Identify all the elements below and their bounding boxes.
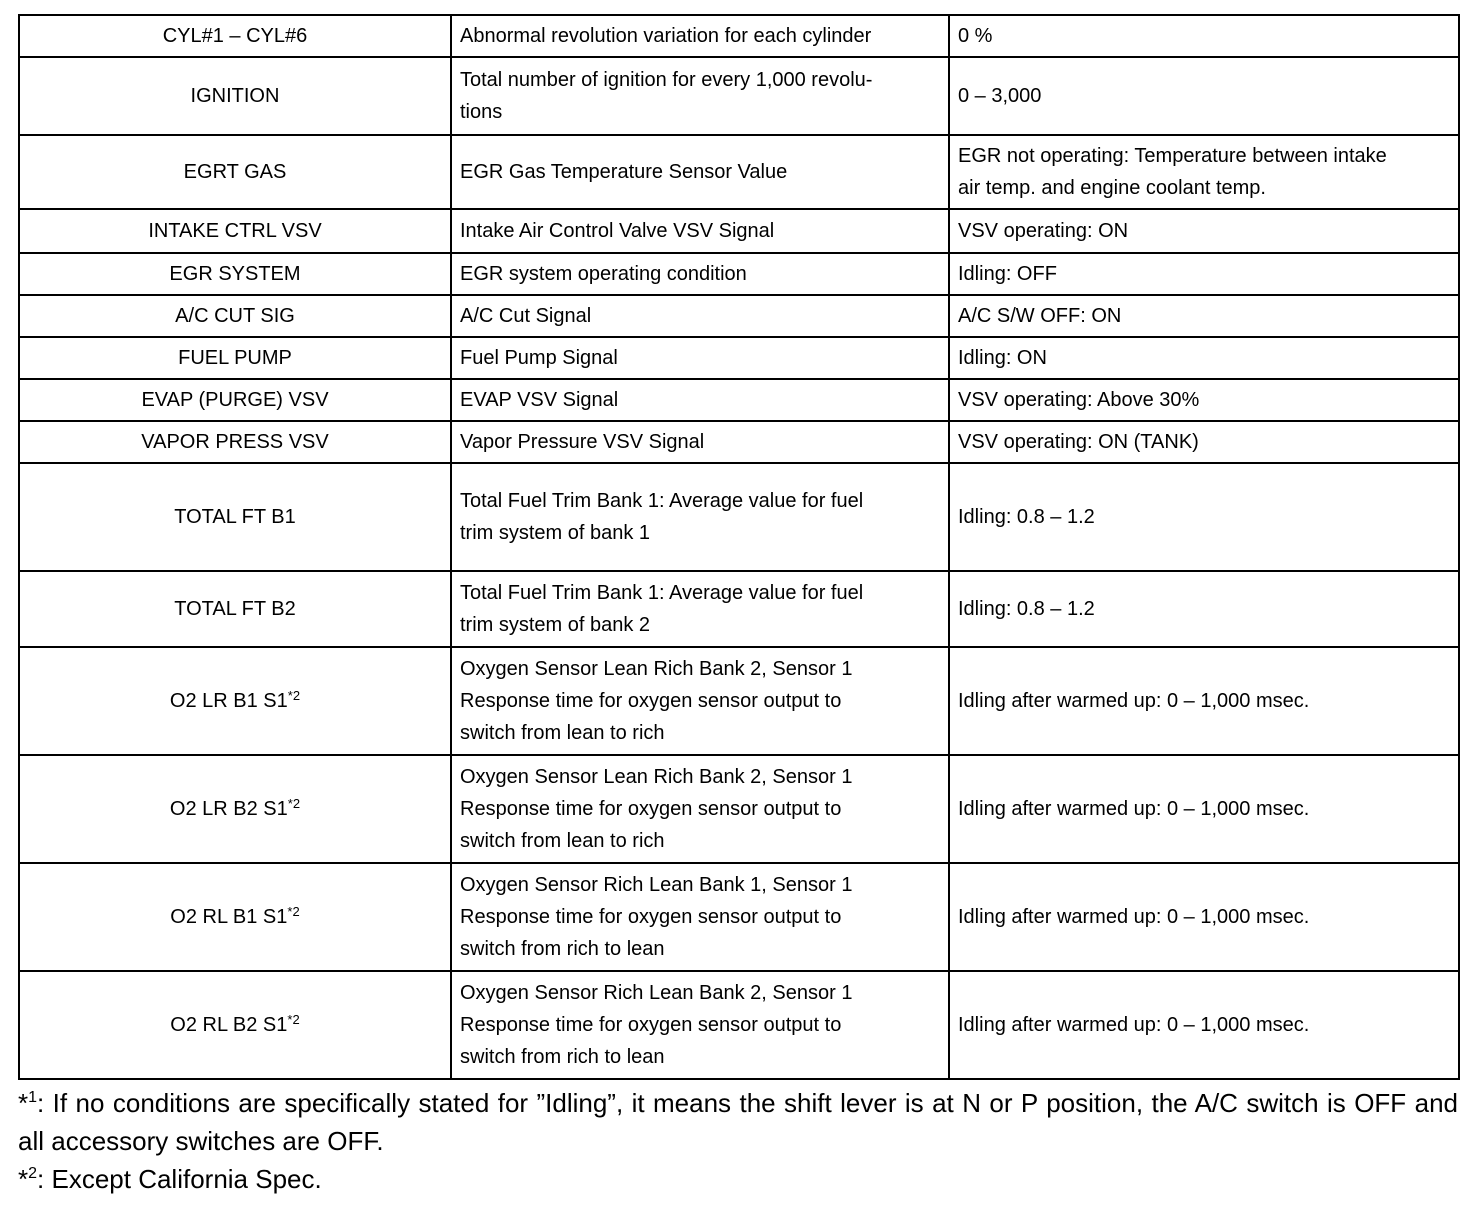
normal-condition-line: Idling after warmed up: 0 – 1,000 msec. (958, 690, 1310, 712)
contents-line: EGR Gas Temperature Sensor Value (460, 161, 788, 183)
contents-line: tions (460, 101, 503, 123)
contents-line: Oxygen Sensor Lean Rich Bank 2, Sensor 1 (460, 766, 853, 788)
normal-condition-cell (949, 15, 1459, 57)
item-cell (19, 379, 451, 421)
item-cell (19, 971, 451, 1079)
table-row (19, 337, 1459, 379)
footnote-marker: *2 (287, 904, 300, 919)
item-label: FUEL PUMP (178, 347, 292, 369)
contents-cell (451, 463, 949, 571)
normal-condition-line: 0 – 3,000 (958, 85, 1042, 107)
item-cell (19, 135, 451, 209)
contents-line: trim system of bank 1 (460, 522, 651, 544)
normal-condition-line: Idling after warmed up: 0 – 1,000 msec. (958, 1014, 1310, 1036)
item-label: IGNITION (190, 85, 280, 107)
table-row (19, 647, 1459, 755)
contents-line: Vapor Pressure VSV Signal (460, 431, 705, 453)
item-label: O2 LR B2 S1 (169, 798, 288, 820)
contents-cell (451, 379, 949, 421)
contents-line: Abnormal revolution variation for each cylinder (460, 25, 872, 47)
contents-cell (451, 421, 949, 463)
table-row (19, 379, 1459, 421)
item-label: A/C CUT SIG (175, 305, 295, 327)
table-row (19, 57, 1459, 135)
normal-condition-line: VSV operating: Above 30% (958, 389, 1200, 411)
table-row (19, 971, 1459, 1079)
item-cell (19, 863, 451, 971)
normal-condition-line: Idling after warmed up: 0 – 1,000 msec. (958, 906, 1310, 928)
contents-line: Response time for oxygen sensor output to (460, 906, 842, 928)
footnote-marker: *2 (287, 688, 301, 703)
contents-line: Total Fuel Trim Bank 1: Average value for fuel (460, 490, 864, 512)
contents-line: Oxygen Sensor Rich Lean Bank 1, Sensor 1 (460, 874, 853, 896)
item-cell (19, 209, 451, 253)
normal-condition-cell (949, 571, 1459, 647)
item-cell (19, 253, 451, 295)
item-cell (19, 647, 451, 755)
footnote-text: : If no conditions are specifically stated for ”Idling”, it means the shift lever is at N or P position, the A/C switch is OFF and all accessory switches are OFF. (18, 1088, 1458, 1156)
contents-line: Total Fuel Trim Bank 1: Average value for fuel (460, 582, 864, 604)
item-label: O2 RL B2 S1 (170, 1014, 288, 1036)
footnote-number: 1 (28, 1089, 38, 1106)
normal-condition-line: Idling: ON (958, 347, 1047, 369)
contents-cell (451, 253, 949, 295)
normal-condition-line: VSV operating: ON (958, 220, 1129, 242)
contents-cell (451, 209, 949, 253)
contents-cell (451, 57, 949, 135)
normal-condition-cell (949, 971, 1459, 1079)
normal-condition-cell (949, 57, 1459, 135)
normal-condition-cell (949, 295, 1459, 337)
contents-cell (451, 863, 949, 971)
footnote (18, 1084, 1458, 1160)
contents-cell (451, 337, 949, 379)
normal-condition-line: Idling: 0.8 – 1.2 (958, 506, 1095, 528)
item-label: EGRT GAS (183, 161, 287, 183)
item-label: INTAKE CTRL VSV (148, 220, 322, 242)
table-row (19, 15, 1459, 57)
item-label: TOTAL FT B2 (174, 598, 296, 620)
footnote-asterisk: * (18, 1088, 29, 1118)
normal-condition-cell (949, 209, 1459, 253)
table-row (19, 421, 1459, 463)
contents-line: EGR system operating condition (460, 263, 747, 285)
normal-condition-cell (949, 253, 1459, 295)
table-row (19, 295, 1459, 337)
item-label: EGR SYSTEM (169, 263, 301, 285)
contents-line: switch from rich to lean (460, 938, 665, 960)
item-cell (19, 755, 451, 863)
item-cell (19, 57, 451, 135)
table-row (19, 253, 1459, 295)
item-cell (19, 337, 451, 379)
table-row (19, 571, 1459, 647)
contents-line: switch from lean to rich (460, 830, 665, 852)
footnote-marker: *2 (287, 1012, 300, 1027)
normal-condition-cell (949, 863, 1459, 971)
normal-condition-line: A/C S/W OFF: ON (958, 305, 1122, 327)
item-cell (19, 15, 451, 57)
contents-line: Response time for oxygen sensor output to (460, 690, 842, 712)
normal-condition-cell (949, 463, 1459, 571)
item-label: O2 LR B1 S1 (169, 690, 288, 712)
item-label: EVAP (PURGE) VSV (141, 389, 329, 411)
contents-cell (451, 15, 949, 57)
footnotes (18, 1084, 1458, 1198)
contents-line: Oxygen Sensor Rich Lean Bank 2, Sensor 1 (460, 982, 853, 1004)
contents-cell (451, 647, 949, 755)
item-cell (19, 421, 451, 463)
contents-line: EVAP VSV Signal (460, 389, 619, 411)
contents-line: Oxygen Sensor Lean Rich Bank 2, Sensor 1 (460, 658, 853, 680)
contents-cell (451, 755, 949, 863)
table-row (19, 755, 1459, 863)
normal-condition-cell (949, 755, 1459, 863)
normal-condition-line: EGR not operating: Temperature between intake (958, 145, 1387, 167)
contents-cell (451, 295, 949, 337)
item-cell (19, 295, 451, 337)
contents-line: Response time for oxygen sensor output to (460, 1014, 842, 1036)
normal-condition-cell (949, 135, 1459, 209)
normal-condition-line: air temp. and engine coolant temp. (958, 177, 1266, 199)
contents-line: trim system of bank 2 (460, 614, 651, 636)
contents-line: switch from lean to rich (460, 722, 665, 744)
normal-condition-cell (949, 337, 1459, 379)
normal-condition-cell (949, 647, 1459, 755)
item-cell (19, 463, 451, 571)
item-label: VAPOR PRESS VSV (141, 431, 329, 453)
table-body (19, 15, 1459, 1079)
contents-cell (451, 135, 949, 209)
item-label: O2 RL B1 S1 (170, 906, 288, 928)
footnote-marker: *2 (287, 796, 301, 811)
item-label: TOTAL FT B1 (174, 506, 296, 528)
item-cell (19, 571, 451, 647)
footnote-number: 2 (28, 1165, 38, 1182)
contents-line: A/C Cut Signal (460, 305, 592, 327)
table-row (19, 135, 1459, 209)
normal-condition-line: Idling: 0.8 – 1.2 (958, 598, 1095, 620)
contents-cell (451, 971, 949, 1079)
contents-line: Fuel Pump Signal (460, 347, 618, 369)
contents-line: Intake Air Control Valve VSV Signal (460, 220, 775, 242)
table-row (19, 863, 1459, 971)
footnote-text: : Except California Spec. (37, 1164, 322, 1194)
table-row (19, 463, 1459, 571)
data-list-table (18, 14, 1460, 1080)
contents-line: Response time for oxygen sensor output to (460, 798, 842, 820)
normal-condition-cell (949, 379, 1459, 421)
normal-condition-cell (949, 421, 1459, 463)
normal-condition-line: Idling after warmed up: 0 – 1,000 msec. (958, 798, 1310, 820)
normal-condition-line: 0 % (958, 25, 993, 47)
normal-condition-line: Idling: OFF (958, 263, 1057, 285)
contents-line: switch from rich to lean (460, 1046, 665, 1068)
item-label: CYL#1 – CYL#6 (162, 25, 308, 47)
footnote-asterisk: * (18, 1164, 29, 1194)
contents-cell (451, 571, 949, 647)
footnote (18, 1160, 1458, 1198)
contents-line: Total number of ignition for every 1,000 revolu- (460, 69, 873, 91)
normal-condition-line: VSV operating: ON (TANK) (958, 431, 1199, 453)
table-row (19, 209, 1459, 253)
